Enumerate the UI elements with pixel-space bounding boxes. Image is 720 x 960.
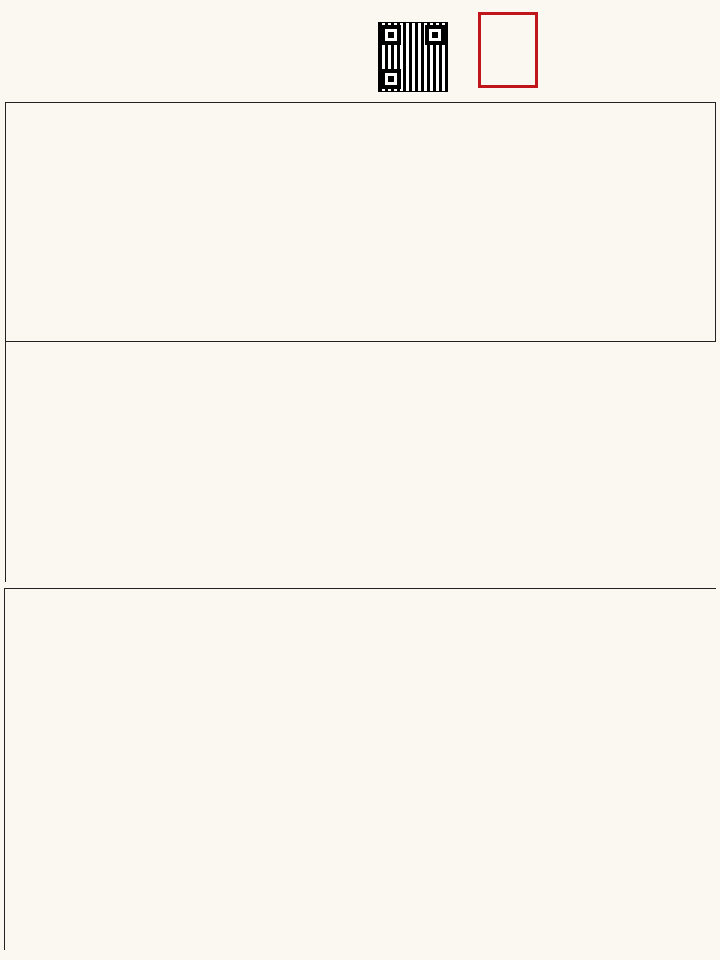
header [0, 0, 720, 100]
yearly-grid [4, 588, 716, 950]
four-pillars-grid [5, 102, 716, 342]
qr-code-icon[interactable] [378, 22, 448, 92]
dai-van-grid [5, 342, 716, 582]
seal-logo [478, 12, 538, 88]
